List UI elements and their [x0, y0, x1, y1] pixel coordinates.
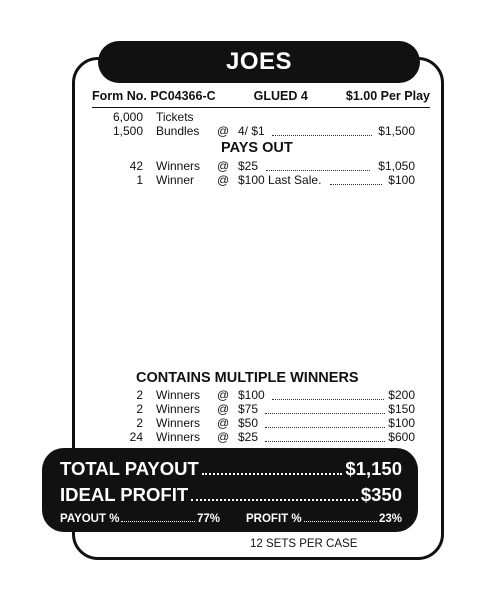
ticket-label: Tickets: [156, 110, 194, 124]
row-detail: $100 Last Sale.: [238, 173, 322, 187]
payout-pct-value: 77%: [196, 513, 220, 525]
multiple-row: [100, 402, 420, 416]
payout-pct-label: PAYOUT %: [60, 513, 120, 525]
bundle-amount: $1,500: [378, 124, 415, 138]
pays-out-row: [100, 173, 420, 187]
row-qty: 42: [129, 159, 143, 173]
row-detail: $100: [238, 388, 265, 402]
bundles-line: [100, 124, 420, 138]
bundle-qty: 1,500: [112, 124, 143, 138]
leader-dots: [330, 173, 382, 185]
leader-dots: [265, 402, 385, 414]
row-amount: $100: [388, 416, 415, 430]
row-amount: $600: [388, 430, 415, 444]
row-at: @: [217, 388, 230, 402]
row-qty: 24: [129, 430, 143, 444]
leader-dots: [304, 521, 377, 522]
multiple-winners-heading: CONTAINS MULTIPLE WINNERS: [136, 370, 359, 386]
row-label: Winners: [156, 416, 201, 430]
row-detail: $75: [238, 402, 259, 416]
row-amount: $1,050: [378, 159, 415, 173]
profit-pct-value: 23%: [378, 513, 402, 525]
ideal-profit-line: [60, 482, 402, 506]
leader-dots: [272, 124, 372, 136]
tickets-line: [100, 110, 420, 124]
leader-dots: [265, 430, 385, 442]
row-amount: $100: [388, 173, 415, 187]
multiple-row: [100, 416, 420, 430]
leader-dots: [265, 416, 385, 428]
profit-pct-label: PROFIT %: [246, 513, 302, 525]
totals-box: [42, 448, 418, 532]
multiple-row: [100, 430, 420, 444]
multiple-row: [100, 388, 420, 402]
leader-dots: [272, 388, 384, 400]
row-label: Winners: [156, 159, 201, 173]
sets-per-case: 12 SETS PER CASE: [250, 538, 358, 550]
leader-dots: [121, 521, 195, 522]
total-payout-label: TOTAL PAYOUT: [60, 458, 199, 479]
ideal-profit-value: $350: [360, 484, 402, 505]
row-qty: 2: [136, 388, 143, 402]
glued-count: GLUED 4: [253, 89, 308, 103]
bundle-detail: 4/ $1: [238, 124, 265, 138]
price-per-play: $1.00 Per Play: [345, 89, 430, 103]
payout-pct-line: [60, 509, 220, 525]
row-at: @: [217, 159, 230, 173]
total-payout-line: [60, 456, 402, 480]
ticket-qty: 6,000: [112, 110, 143, 124]
row-amount: $200: [388, 388, 415, 402]
row-detail: $50: [238, 416, 259, 430]
total-payout-value: $1,150: [345, 458, 402, 479]
row-at: @: [217, 402, 230, 416]
row-detail: $25: [238, 159, 259, 173]
row-at: @: [217, 173, 230, 187]
row-at: @: [217, 416, 230, 430]
leader-dots: [191, 499, 358, 501]
ideal-profit-label: IDEAL PROFIT: [60, 484, 189, 505]
row-label: Winner: [156, 173, 195, 187]
row-amount: $150: [388, 402, 415, 416]
bundle-at: @: [217, 124, 230, 138]
leader-dots: [266, 159, 370, 171]
row-qty: 2: [136, 402, 143, 416]
row-label: Winners: [156, 402, 201, 416]
row-detail: $25: [238, 430, 259, 444]
row-label: Winners: [156, 388, 201, 402]
form-info-row: [92, 85, 430, 108]
pays-out-heading: PAYS OUT: [221, 140, 293, 156]
pays-out-row: [100, 159, 420, 173]
row-qty: 1: [136, 173, 143, 187]
leader-dots: [202, 473, 343, 475]
form-number: Form No. PC04366-C: [92, 89, 216, 103]
row-at: @: [217, 430, 230, 444]
row-label: Winners: [156, 430, 201, 444]
profit-pct-line: [246, 509, 402, 525]
game-title: JOES: [98, 41, 420, 83]
bundle-label: Bundles: [156, 124, 200, 138]
row-qty: 2: [136, 416, 143, 430]
